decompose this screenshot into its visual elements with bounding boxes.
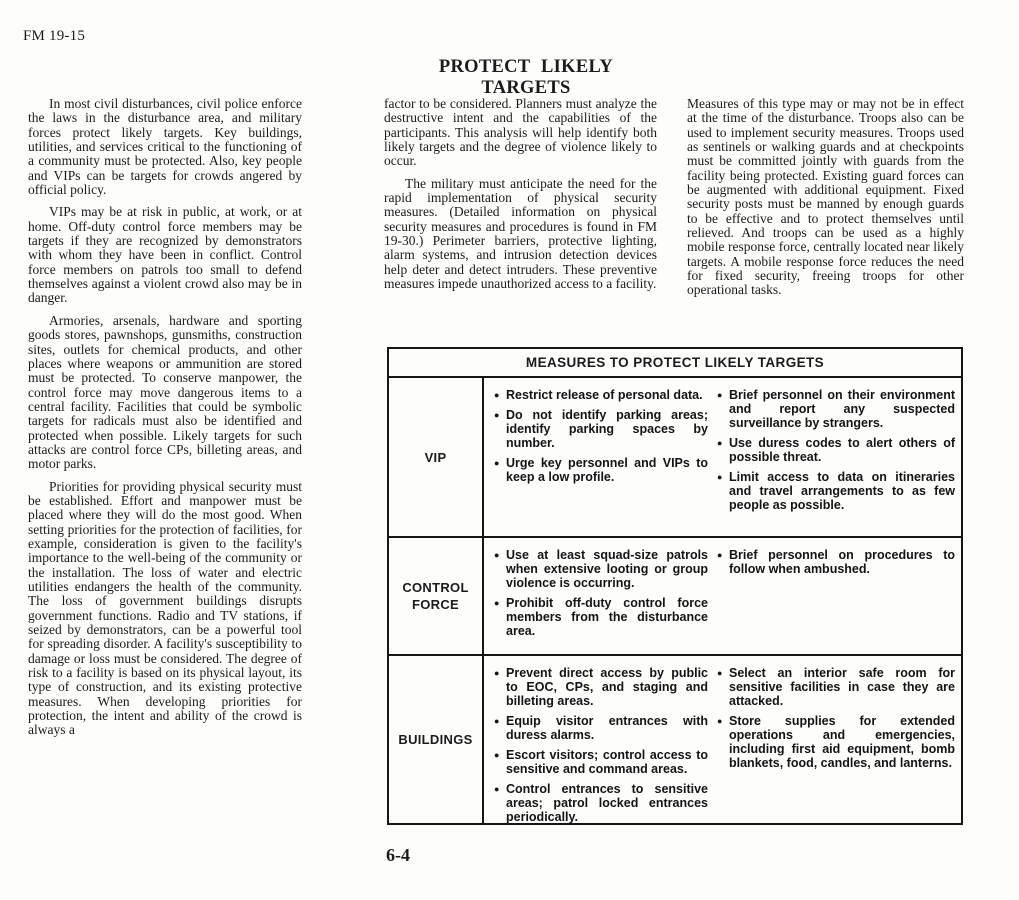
bullet-list-right: [717, 548, 955, 650]
bullet-item: ● Brief personnel on procedures to follow when ambushed.: [717, 548, 955, 576]
bullet-item: ● Limit access to data on itineraries and travel arrangements to as few people as possible.: [717, 470, 955, 512]
bullet-item: ● Store supplies for extended operations and emergencies, including first aid equipment, bomb blankets, food, candles, and lanterns.: [717, 714, 955, 770]
text-column-1: [28, 97, 302, 746]
table-row-buildings: [389, 656, 961, 823]
row-content-vip: [484, 378, 961, 536]
measures-table: [387, 347, 963, 825]
bullet-item: ● Prevent direct access by public to EOC, CPs, and staging and billeting areas.: [494, 666, 708, 708]
bullet-item: ● Equip visitor entrances with duress alarms.: [494, 714, 708, 742]
bullet-item: ● Do not identify parking areas; identify parking spaces by number.: [494, 408, 708, 450]
table-title: MEASURES TO PROTECT LIKELY TARGETS: [389, 349, 961, 378]
paragraph: factor to be considered. Planners must analyze the destructive intent and the capabilities of the participants. This analysis will help identify both likely targets and the degree of violence likely to occur.: [384, 96, 657, 169]
bullet-item: ● Restrict release of personal data.: [494, 388, 708, 402]
row-label-control-force: CONTROL FORCE: [389, 538, 484, 654]
row-content-buildings: [484, 656, 961, 823]
bullet-item: ● Use at least squad-size patrols when extensive looting or group violence is occurring.: [494, 548, 708, 590]
bullet-item: ● Brief personnel on their environment and report any suspected surveillance by strangers.: [717, 388, 955, 430]
bullet-item: ● Escort visitors; control access to sensitive and command areas.: [494, 748, 708, 776]
text-column-2: [384, 97, 657, 299]
bullet-list-right: [717, 666, 955, 819]
bullet-item: ● Select an interior safe room for sensitive facilities in case they are attacked.: [717, 666, 955, 708]
table-row-control-force: [389, 538, 961, 656]
paragraph: In most civil disturbances, civil police enforce the laws in the disturbance area, and military forces protect likely targets. Key buildings, utilities, and services critical to the functioning of a community must be protected. Also, key people and VIPs can be targets for crowds angered by official policy.: [28, 96, 302, 198]
bullet-list-left: [494, 548, 708, 650]
bullet-item: ● Urge key personnel and VIPs to keep a low profile.: [494, 456, 708, 484]
bullet-item: ● Use duress codes to alert others of possible threat.: [717, 436, 955, 464]
bullet-item: ● Prohibit off-duty control force members from the disturbance area.: [494, 596, 708, 638]
table-row-vip: [389, 378, 961, 538]
bullet-list-left: [494, 388, 708, 532]
bullet-item: ● Control entrances to sensitive areas; patrol locked entrances periodically.: [494, 782, 708, 824]
paragraph: The military must anticipate the need for the rapid implementation of physical security measures. (Detailed information on physical security measures and procedures is found in FM 19-30.) Perimeter barriers, protective lighting, alarm systems, and intrusion detection devices help deter and detect intruders. These preventive measures impede unauthorized access to a facility.: [384, 175, 657, 292]
bullet-list-left: [494, 666, 708, 824]
page-number: 6-4: [386, 845, 410, 865]
row-label-vip: VIP: [389, 378, 484, 536]
row-label-buildings: BUILDINGS: [389, 656, 484, 823]
page-title: PROTECT LIKELY TARGETS: [438, 57, 614, 98]
paragraph: Measures of this type may or may not be in effect at the time of the disturbance. Troops also can be used to implement security measures. Troops used as sentinels or walking guards and at checkpoints must be committed jointly with guards from the facility being protected. Existing guard forces can be augmented with additional equipment. Fixed security posts must be manned by enough guards to be effective and to protect themselves until relieved. And troops can be used as a highly mobile response force, centrally located near likely targets. A mobile response force reduces the need for fixed security, freeing troops for other operational tasks.: [687, 96, 964, 298]
paragraph: Priorities for providing physical security must be established. Effort and manpower must be placed where they will do the most good. When setting priorities for the protection of facilities, for example, consideration is given to the facility's importance to the well-being of the community or the installation. The loss of water and electric utilities endangers the health of the community. The loss of government buildings disrupts government functions. Radio and TV stations, if seized by demonstrators, can be a powerful tool for spreading disorder. A facility's susceptibility to damage or loss must be considered. The degree of risk to a facility is based on its physical layout, its type of construction, and its existing protective measures. When developing priorities for protection, the intent and ability of the crowd is always a: [28, 478, 302, 738]
paragraph: Armories, arsenals, hardware and sporting goods stores, pawnshops, gunsmiths, construction sites, outlets for chemical products, and other places where weapons or ammunition are stored must be protected. To conserve manpower, the control force may move dangerous items to a central facility. Facilities that could be symbolic targets for radicals must also be identified and protected when possible. Likely targets for such attacks are control force CPs, billeting areas, and motor parks.: [28, 312, 302, 472]
manual-number: FM 19-15: [23, 28, 86, 44]
bullet-list-right: [717, 388, 955, 532]
text-column-3: [687, 97, 964, 306]
row-content-control-force: [484, 538, 961, 654]
paragraph: VIPs may be at risk in public, at work, or at home. Off-duty control force members may be targets if they are recognized by demonstrators with whom they have been in conflict. Control force members on patrols too small to defend themselves against a violent crowd also may be in danger.: [28, 204, 302, 306]
